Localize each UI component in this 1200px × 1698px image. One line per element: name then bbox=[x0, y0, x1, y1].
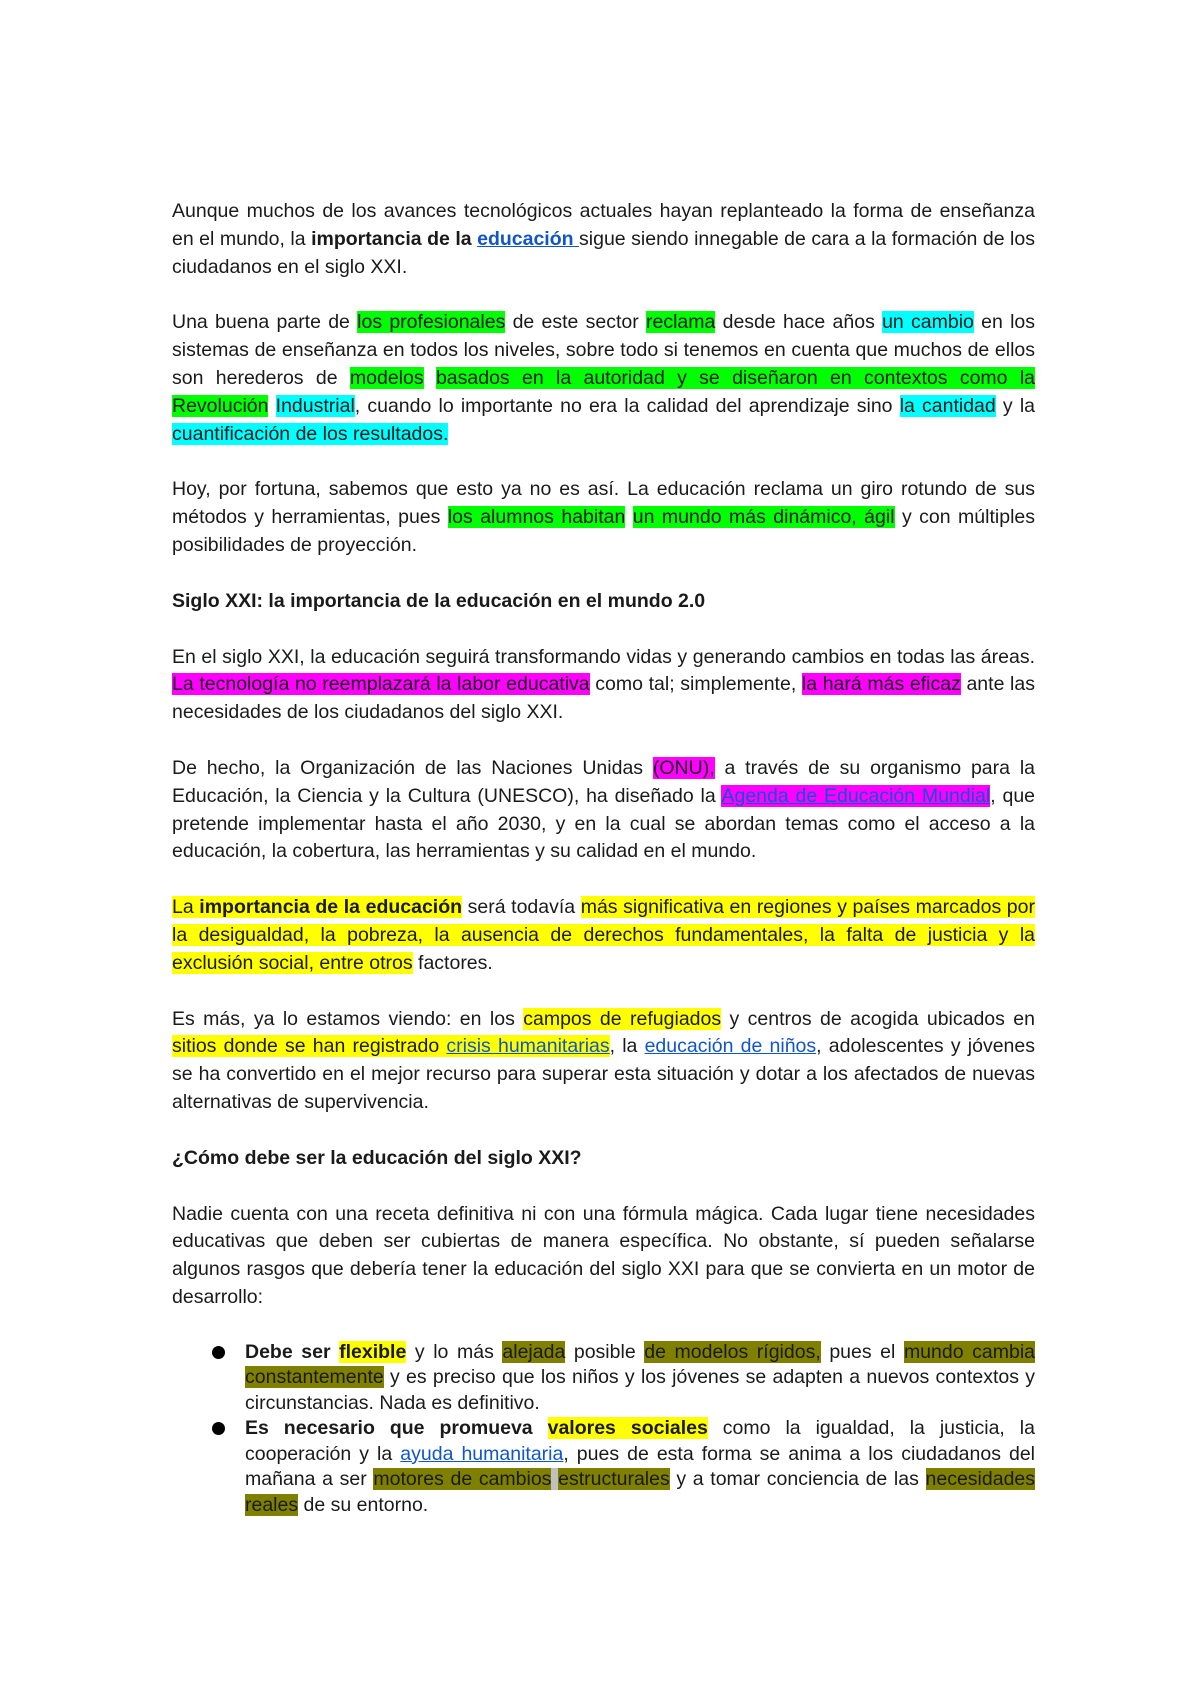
highlight-cyan: cuantificación de los resultados. bbox=[172, 422, 449, 445]
bold-text: Es necesario que promueva bbox=[245, 1417, 548, 1440]
text: pues el bbox=[820, 1340, 904, 1363]
paragraph-siglo bbox=[172, 644, 1035, 727]
text: y la bbox=[995, 394, 1035, 417]
text: , pues de esta forma se anima a los ciudadanos del mañana a ser bbox=[245, 1442, 1036, 1491]
text: a través de su organismo para la Educación, la Ciencia y la Cultura (UNESCO), ha diseñado la bbox=[172, 756, 1035, 807]
bold-text: Debe ser bbox=[245, 1340, 340, 1363]
text bbox=[424, 367, 436, 389]
text: Aunque muchos de los avances tecnológicos actuales hayan replanteado la forma de enseñanza en el mundo, la bbox=[172, 200, 1035, 250]
paragraph-hoy bbox=[172, 476, 1035, 559]
paragraph-importancia bbox=[172, 894, 1035, 977]
link-educacion-ninos[interactable]: educación de niños bbox=[644, 1035, 817, 1058]
bold-text: importancia de la bbox=[311, 227, 472, 250]
bold-highlight-yellow: importancia de la educación bbox=[199, 896, 463, 919]
text: como la igualdad, la justicia, la cooperación y la bbox=[245, 1417, 1035, 1465]
highlight-olive: motores de cambios bbox=[373, 1468, 552, 1491]
text: En el siglo XXI, la educación seguirá transformando vidas y generando cambios en todas las áreas. bbox=[172, 645, 1035, 668]
text: como tal; simplemente, bbox=[589, 673, 802, 696]
text: y a tomar conciencia de las bbox=[669, 1468, 926, 1491]
highlight-yellow: más significativa en regiones y países marcados por la desigualdad, la pobreza, la ausencia de derechos fundamentales, la falta de justicia y la exclusión social, entre otros bbox=[172, 896, 1035, 974]
highlight-green: reclama bbox=[646, 311, 716, 334]
text bbox=[625, 506, 632, 528]
text: será todavía bbox=[462, 896, 581, 919]
text: ante las necesidades de los ciudadanos del siglo XXI. bbox=[172, 673, 1035, 724]
text: Una buena parte de bbox=[172, 311, 358, 334]
paragraph-intro bbox=[172, 198, 1035, 281]
list-item bbox=[172, 1416, 1035, 1518]
highlight-magenta: la hará más eficaz bbox=[801, 673, 961, 696]
heading-siglo-xxi: Siglo XXI: la importancia de la educación en el mundo 2.0 bbox=[172, 589, 706, 612]
highlight-cyan: un cambio bbox=[882, 311, 974, 334]
heading-como-debe-ser: ¿Cómo debe ser la educación del siglo XXI? bbox=[172, 1146, 582, 1169]
text: Es más, ya lo estamos viendo: en los bbox=[172, 1007, 524, 1030]
highlight-yellow: sitios donde se han registrado bbox=[172, 1035, 447, 1058]
highlight-green: modelos bbox=[349, 366, 424, 389]
text: y lo más bbox=[406, 1340, 503, 1363]
text: de este sector bbox=[505, 311, 646, 334]
text: , adolescentes y jóvenes se ha convertido en el mejor recurso para superar esta situación y dotar a los afectados de nuevas alternativas de supervivencia. bbox=[172, 1035, 1035, 1113]
bold-highlight-yellow: valores sociales bbox=[547, 1417, 708, 1440]
bullet-icon bbox=[212, 1346, 225, 1359]
highlight-green: basados en la autoridad y se diseñaron en contextos como la Revolución bbox=[172, 366, 1036, 417]
bullet-list bbox=[172, 1340, 1035, 1519]
highlight-magenta: La tecnología no reemplazará la labor educativa bbox=[172, 673, 590, 696]
highlight-olive: estructurales bbox=[558, 1468, 670, 1491]
paragraph-refugiados bbox=[172, 1006, 1035, 1117]
paragraph-onu bbox=[172, 755, 1035, 866]
text: factores. bbox=[412, 951, 493, 974]
highlight-green: un mundo más dinámico, ágil bbox=[632, 506, 895, 529]
text: de su entorno. bbox=[298, 1493, 429, 1516]
highlight-olive: reales bbox=[245, 1493, 299, 1516]
text: , la bbox=[609, 1035, 645, 1058]
bullet-icon bbox=[212, 1422, 225, 1435]
highlight-olive: alejada bbox=[502, 1340, 566, 1363]
text: , que pretende implementar hasta el año 2030, y en la cual se abordan temas como el acceso a la educación, la cobertura, las herramientas y su calidad en el mundo. bbox=[172, 784, 1036, 863]
highlight-olive: necesidades bbox=[925, 1468, 1036, 1491]
link-educacion[interactable]: educación bbox=[477, 227, 580, 250]
text: sigue siendo innegable de cara a la formación de los ciudadanos en el siglo XXI. bbox=[172, 227, 1035, 278]
highlight-cyan: Industrial bbox=[275, 394, 355, 417]
highlight-green: los profesionales bbox=[357, 311, 506, 334]
link-agenda-educacion[interactable]: Agenda de Educación Mundial bbox=[721, 784, 991, 807]
bold-highlight-yellow: flexible bbox=[339, 1340, 407, 1363]
paragraph-profesionales bbox=[172, 309, 1035, 448]
link-crisis-humanitarias[interactable]: crisis humanitarias bbox=[446, 1035, 610, 1058]
text: De hecho, la Organización de las Naciones Unidas bbox=[172, 756, 653, 779]
text: desde hace años bbox=[715, 311, 883, 334]
list-item bbox=[172, 1340, 1035, 1417]
text: y con múltiples posibilidades de proyección. bbox=[172, 506, 1035, 556]
paragraph-nadie: Nadie cuenta con una receta definitiva ni con una fórmula mágica. Cada lugar tiene necesidades educativas que deben ser cubiertas de manera específica. No obstante, sí pueden señalarse algunos rasgos que debería tener la educación del siglo XXI para que se convierta en un motor de desarrollo: bbox=[172, 1202, 1035, 1308]
highlight-green: los alumnos habitan bbox=[447, 506, 626, 529]
highlight-olive: mundo cambia constantemente bbox=[245, 1340, 1035, 1389]
highlight-yellow: campos de refugiados bbox=[523, 1007, 722, 1030]
text bbox=[268, 395, 275, 417]
text: , cuando lo importante no era la calidad del aprendizaje sino bbox=[354, 394, 900, 417]
text: y es preciso que los niños y los jóvenes se adapten a nuevos contextos y circunstancias. Nada es definitivo. bbox=[245, 1366, 1035, 1414]
highlight-cyan: la cantidad bbox=[899, 394, 996, 417]
text: Hoy, por fortuna, sabemos que esto ya no es así. La educación reclama un giro rotundo de sus métodos y herramientas, pues bbox=[172, 478, 1035, 529]
highlight-olive: de modelos rígidos, bbox=[644, 1340, 821, 1363]
link-ayuda-humanitaria[interactable]: ayuda humanitaria bbox=[400, 1442, 564, 1465]
highlight-magenta: (ONU), bbox=[652, 756, 715, 779]
text: posible bbox=[565, 1340, 645, 1363]
text: en los sistemas de enseñanza en todos los niveles, sobre todo si tenemos en cuenta que muchos de ellos son herederos de bbox=[172, 311, 1036, 389]
highlight-yellow: La bbox=[172, 896, 200, 919]
text: y centros de acogida ubicados en bbox=[721, 1007, 1035, 1030]
